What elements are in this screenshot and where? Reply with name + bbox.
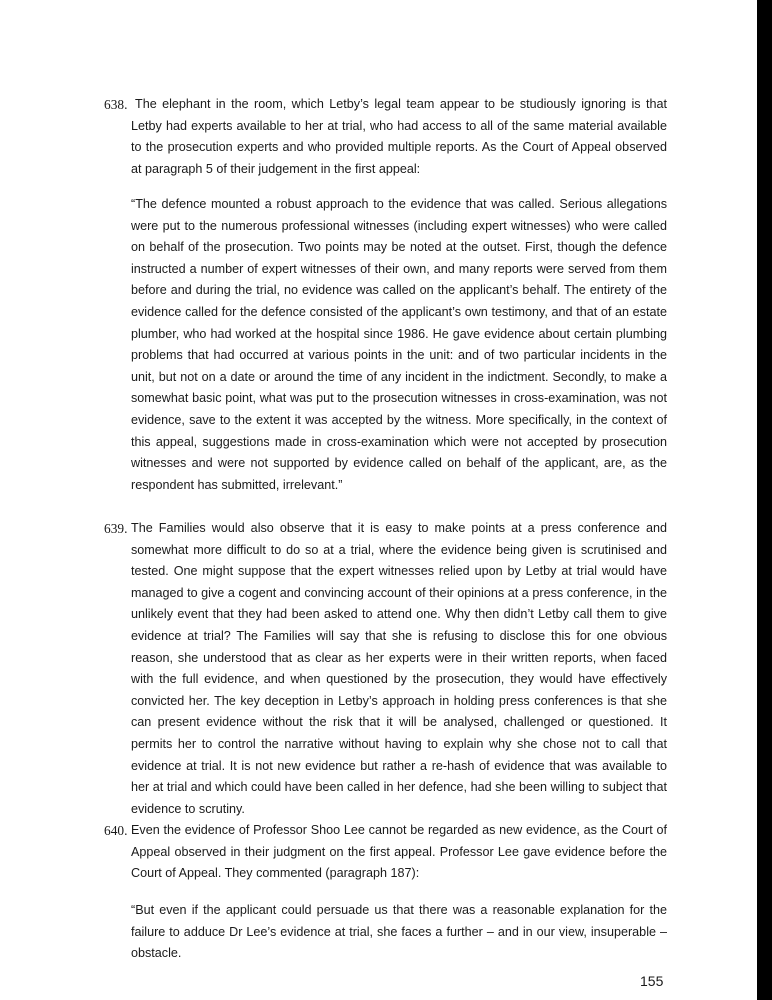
block-quote: “But even if the applicant could persuade us that there was a reasonable explanation for the failure to adduce Dr Lee’s evidence at trial, she faces a further – and in our view, insuperable – obstacle.	[131, 903, 667, 961]
paragraph-text: The Families would also observe that it is easy to make points at a press conference and somewhat more difficult to do so at a trial, where the evidence being given is scrutinised and tested. One might suppose that the expert witnesses relied upon by Letby at trial would have managed to give a cogent and convincing account of their opinions at a press conference, in the unlikely event that they had been asked to attend one. Why then didn’t Letby call them to give evidence at trial? The Families will say that she is refusing to disclose this for one obvious reason, she understood that as clear as her experts were in their written reports, when faced with the full evidence, and when questioned by the prosecution, they would have effectively convicted her. The key deception in Letby’s approach in holding press conferences is that she can present evidence without the risk that it will be analysed, challenged or questioned. It permits her to control the narrative without having to explain why she chose not to call that evidence at trial. It is not new evidence but rather a re-hash of evidence that was available to her at trial and which could have been called in her defence, had she been willing to subject that evidence to scrutiny.	[131, 521, 667, 816]
paragraph-text: The elephant in the room, which Letby’s legal team appear to be studiously ignoring is that Letby had experts available to her at trial, who had access to all of the same material available to the prosecution experts and who provided multiple reports. As the Court of Appeal observed at paragraph 5 of their judgement in the first appeal:	[131, 97, 667, 176]
paragraph-text: Even the evidence of Professor Shoo Lee cannot be regarded as new evidence, as the Court of Appeal observed in their judgment on the first appeal. Professor Lee gave evidence before the Court of Appeal. They commented (paragraph 187):	[131, 823, 667, 881]
paragraph-number: 639.	[104, 521, 128, 536]
page-edge	[757, 0, 772, 1000]
block-quote: “The defence mounted a robust approach to the evidence that was called. Serious allegations were put to the numerous professional witnesses (including expert witnesses) who were called on behalf of the prosecution. Two points may be noted at the outset. First, though the defence instructed a number of expert witnesses of their own, and many reports were served from them before and during the trial, no evidence was called on the applicant’s behalf. The entirety of the evidence called for the defence consisted of the applicant’s own testimony, and that of an estate plumber, who had worked at the hospital since 1986. He gave evidence about certain plumbing problems that had occurred at various points in the unit: and of two particular incidents in the unit, but not on a date or around the time of any incident in the indictment. Secondly, to make a somewhat basic point, what was put to the prosecution witnesses in cross-examination, was not evidence, save to the extent it was accepted by the witness. More specifically, in the context of this appeal, suggestions made in cross-examination which were not accepted by prosecution witnesses and were not supported by evidence called on behalf of the applicant, are, as the respondent has submitted, irrelevant.”	[131, 197, 667, 492]
paragraph-number: 640.	[104, 823, 128, 838]
page-number: 155	[640, 973, 664, 989]
paragraph-number: 638.	[104, 97, 128, 112]
